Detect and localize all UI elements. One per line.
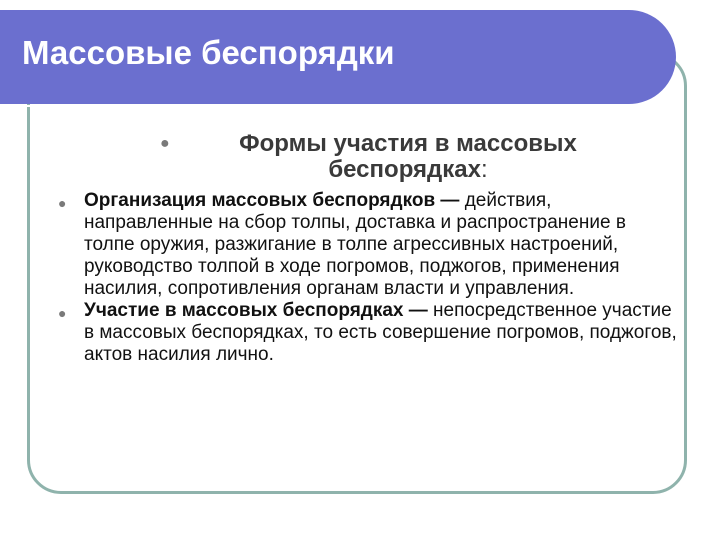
list-item bbox=[58, 190, 678, 300]
bullet-list bbox=[58, 190, 678, 366]
title-underline bbox=[0, 105, 633, 107]
subheading bbox=[160, 131, 630, 183]
bullet-icon: ● bbox=[58, 195, 67, 211]
item-term: Участие в массовых беспорядках — bbox=[84, 300, 428, 321]
item-text: непосредственное участие в массовых беспорядках, то есть совершение погромов, поджогов, актов насилия лично. bbox=[84, 300, 677, 365]
subheading-colon: : bbox=[480, 156, 488, 183]
bullet-icon: ● bbox=[160, 135, 170, 152]
item-term: Организация массовых беспорядков — bbox=[84, 190, 460, 211]
item-text: действия, направленные на сбор толпы, доставка и распространение в толпе оружия, разжигание в толпе агрессивных настроений, руководство толпой в ходе погромов, поджогов, применения насилия, сопротивления органам власти и управления. bbox=[84, 190, 626, 299]
subheading-text: Формы участия в массовых беспорядках bbox=[239, 130, 577, 183]
slide-title: Массовые беспорядки bbox=[22, 34, 395, 71]
bullet-icon: ● bbox=[58, 305, 67, 321]
list-item bbox=[58, 300, 678, 366]
